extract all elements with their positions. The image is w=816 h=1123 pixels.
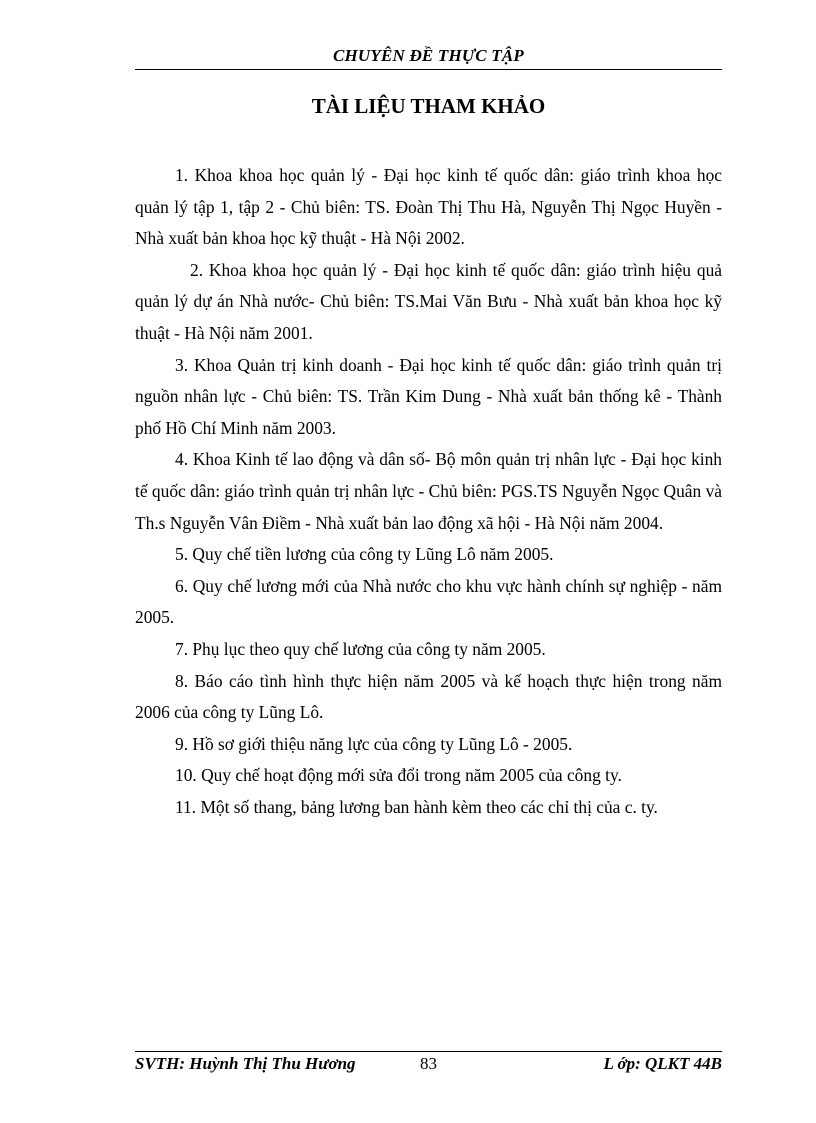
- reference-item: 7. Phụ lục theo quy chế lương của công ty năm 2005.: [175, 638, 546, 659]
- running-header: CHUYÊN ĐỀ THỰC TẬP: [332, 46, 525, 65]
- page-footer: [135, 1054, 722, 1078]
- reference-item: 8. Báo cáo tình hình thực hiện năm 2005 và kế hoạch thực hiện trong năm 2006 của công ty Lũng Lô.: [135, 670, 722, 723]
- reference-item: 11. Một số thang, bảng lương ban hành kèm theo các chỉ thị của c. ty.: [175, 796, 658, 817]
- reference-item: 5. Quy chế tiền lương của công ty Lũng Lô năm 2005.: [175, 544, 554, 565]
- reference-item: 4. Khoa Kinh tế lao động và dân số- Bộ môn quản trị nhân lực - Đại học kinh tế quốc dân: giáo trình quản trị nhân lực - Chủ biên: PGS.TS Nguyễn Ngọc Quân và Th.s Nguyễn Vân Điềm - Nhà xuất bản lao động xã hội - Hà Nội năm 2004.: [135, 449, 722, 533]
- reference-item: 6. Quy chế lương mới của Nhà nước cho khu vực hành chính sự nghiệp - năm 2005.: [135, 575, 722, 628]
- footer-student-name: SVTH: Huỳnh Thị Thu Hương: [135, 1054, 356, 1073]
- reference-item: 1. Khoa khoa học quản lý - Đại học kinh tế quốc dân: giáo trình khoa học quản lý tập 1, tập 2 - Chủ biên: TS. Đoàn Thị Thu Hà, Nguyễn Thị Ngọc Huyền - Nhà xuất bản khoa học kỹ thuật - Hà Nội 2002.: [135, 165, 722, 249]
- reference-item: 2. Khoa khoa học quản lý - Đại học kinh tế quốc dân: giáo trình hiệu quả quản lý dự án Nhà nước- Chủ biên: TS.Mai Văn Bưu - Nhà xuất bản khoa học kỹ thuật - Hà Nội năm 2001.: [135, 259, 722, 343]
- footer-class: L ớp: QLKT 44B: [603, 1054, 722, 1073]
- header-divider: [135, 69, 722, 70]
- page-number: 83: [420, 1054, 437, 1073]
- reference-list: [135, 160, 722, 823]
- page-title: TÀI LIỆU THAM KHẢO: [311, 94, 546, 118]
- footer-divider: [135, 1051, 722, 1052]
- reference-item: 3. Khoa Quản trị kinh doanh - Đại học kinh tế quốc dân: giáo trình quản trị nguồn nhân lực - Chủ biên: TS. Trần Kim Dung - Nhà xuất bản thống kê - Thành phố Hồ Chí Minh năm 2003.: [135, 354, 722, 438]
- reference-item: 9. Hồ sơ giới thiệu năng lực của công ty Lũng Lô - 2005.: [175, 733, 573, 754]
- reference-item: 10. Quy chế hoạt động mới sửa đổi trong năm 2005 của công ty.: [175, 765, 622, 786]
